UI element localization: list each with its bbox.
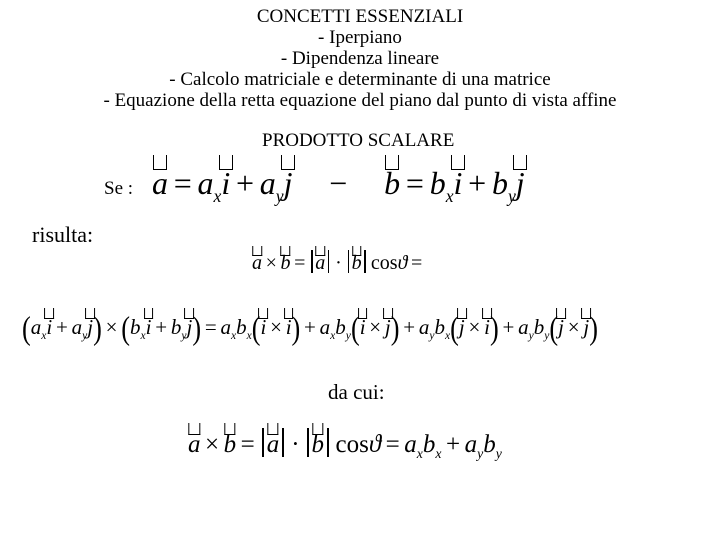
- risulta-label: risulta:: [32, 222, 94, 247]
- vector-a: a: [152, 165, 168, 202]
- vector-definition-formula: $a = a_x$ $i + a_y$ j − $b = b_x$ $i + b_y$ j: [152, 165, 525, 202]
- slide-title: CONCETTI ESSENZIALI: [256, 6, 464, 27]
- final-formula: a × b = a · b $\cos ϑ = a_xb_x + a_yb_y$: [188, 428, 502, 459]
- da-cui-label: da cui:: [328, 380, 385, 404]
- topic-iperpiano: - Iperpiano: [318, 27, 402, 48]
- topic-dipendenza: - Dipendenza lineare: [280, 48, 440, 69]
- section-title: PRODOTTO SCALARE: [262, 130, 455, 151]
- scalar-product-definition: a × b = a · b cosϑ =: [252, 250, 426, 275]
- vector-b: b: [384, 165, 400, 202]
- se-label: Se :: [104, 178, 134, 199]
- expansion-formula: ($a_x$ $i + a_y$ $j) \times (b_x$ $i + b_y$ $j) = a_xb_x$( i × $i) + a_xb_y$( i × $j) + a_yb_x$( j × $i) + a_yb_y$( j × j): [22, 310, 598, 347]
- topic-equazione: - Equazione della retta equazione del piano dal punto di vista affine: [103, 90, 617, 111]
- topic-calcolo: - Calcolo matriciale e determinante di una matrice: [169, 69, 551, 90]
